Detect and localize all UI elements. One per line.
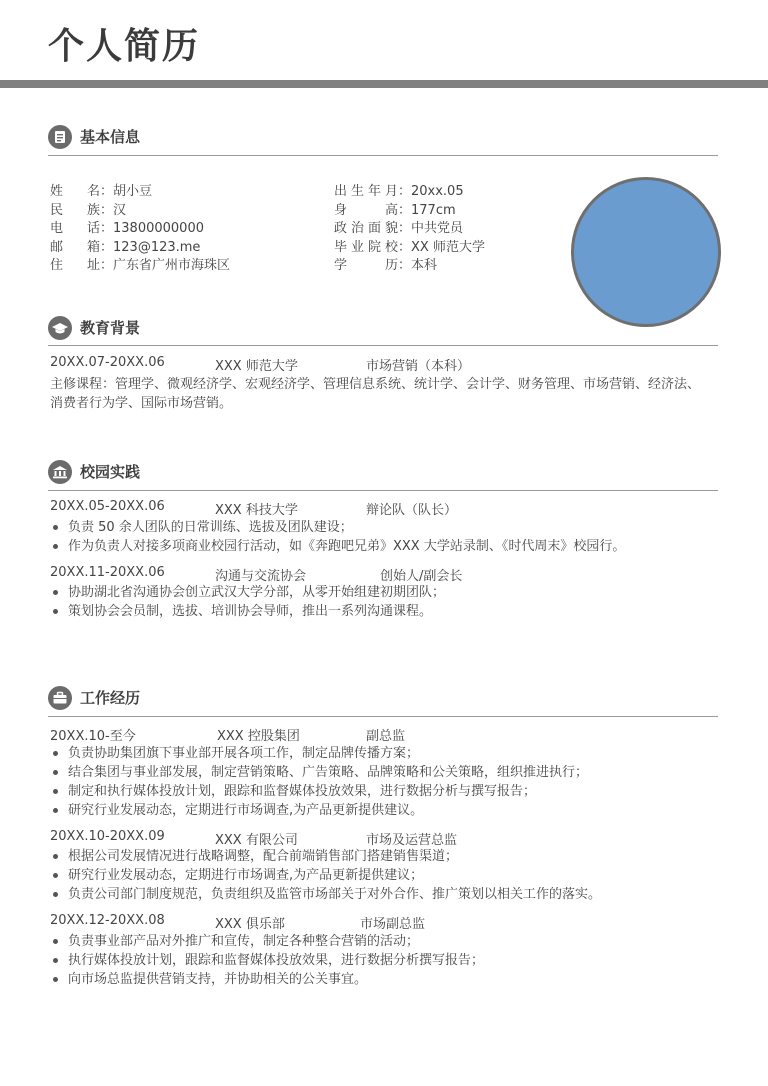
info-value: ：本科	[398, 258, 438, 273]
list-item: 研究行业发展动态，定期进行市场调查,为产品更新提供建议；	[48, 866, 738, 885]
section-title-work: 工作经历	[80, 689, 141, 707]
section-header-education	[48, 316, 718, 342]
graduation-cap-icon	[48, 316, 72, 340]
list-item: 作为负责人对接多项商业校园行活动，如《奔跑吧兄弟》XXX 大学站录制、《时代周末》校园行。	[48, 537, 738, 556]
list-item: 执行媒体投放计划，跟踪和监督媒体投放效果，进行数据分析撰写报告；	[48, 951, 738, 970]
entry-org: XXX 科技大学	[215, 503, 298, 518]
section-title-education: 教育背景	[80, 319, 141, 337]
info-key: 姓名	[50, 184, 100, 199]
education-entry	[48, 355, 738, 374]
courses-line: 主修课程：管理学、微观经济学、宏观经济学、管理信息系统、统计学、会计学、财务管理、市场营销、经济法、	[50, 376, 701, 392]
info-row-height	[334, 202, 485, 221]
list-item: 根据公司发展情况进行战略调整，配合前端销售部门搭建销售渠道；	[48, 847, 738, 866]
info-row-email	[50, 239, 230, 258]
info-key: 出生年月	[334, 184, 398, 199]
info-row-birth	[334, 183, 485, 202]
basic-info-left	[50, 183, 230, 276]
header-bar	[0, 80, 768, 88]
entry-role: 副总监	[366, 729, 406, 744]
info-value: ：中共党员	[398, 221, 464, 236]
work-block	[48, 725, 738, 989]
list-item: 研究行业发展动态，定期进行市场调查,为产品更新提供建议。	[48, 801, 738, 820]
education-block	[48, 355, 738, 413]
info-key: 住址	[50, 258, 100, 273]
info-key: 毕业院校	[334, 239, 398, 255]
work-entry	[48, 725, 738, 744]
divider	[48, 490, 718, 491]
list-item: 策划协会会员制，选拔、培训协会导师，推出一系列沟通课程。	[48, 602, 738, 621]
school-building-icon	[48, 460, 72, 484]
profile-photo-placeholder	[571, 177, 721, 327]
info-value: ：汉	[100, 202, 127, 218]
entry-date: 20XX.11-20XX.06	[50, 564, 165, 580]
info-row-school	[334, 239, 485, 258]
list-item: 结合集团与事业部发展，制定营销策略、广告策略、品牌策略和公关策略，组织推进执行；	[48, 763, 738, 782]
campus-entry	[48, 565, 738, 584]
basic-info-right	[334, 183, 485, 276]
divider	[48, 155, 718, 156]
info-row-phone	[50, 220, 230, 239]
section-header-campus	[48, 460, 718, 486]
list-item: 协助湖北省沟通协会创立武汉大学分部，从零开始组建初期团队；	[48, 583, 738, 602]
entry-date: 20XX.07-20XX.06	[50, 355, 165, 370]
campus-block	[48, 499, 738, 621]
list-item: 负责 50 余人团队的日常训练、选拔及团队建设；	[48, 518, 738, 537]
section-header-work	[48, 686, 718, 712]
divider	[48, 716, 718, 717]
page-title: 个人简历	[48, 26, 201, 67]
entry-role: 市场副总监	[360, 917, 426, 932]
info-row-ethnic	[50, 202, 230, 221]
info-row-name	[50, 183, 230, 202]
info-value: ：胡小豆	[100, 184, 153, 199]
entry-date: 20XX.12-20XX.08	[50, 913, 165, 928]
entry-org: XXX 控股集团	[217, 729, 300, 744]
info-key: 学历	[334, 258, 398, 273]
entry-role: 市场及运营总监	[366, 832, 458, 848]
info-row-politics	[334, 220, 485, 239]
entry-date: 20XX.10-至今	[50, 729, 136, 744]
info-key: 电话	[50, 221, 100, 236]
divider	[48, 345, 718, 346]
courses-line: 消费者行为学、国际市场营销。	[50, 395, 233, 411]
info-value: ：XX 师范大学	[398, 239, 485, 255]
info-value: ：177cm	[398, 202, 456, 218]
list-item: 负责事业部产品对外推广和宣传，制定各种整合营销的活动；	[48, 932, 738, 951]
info-value: ：123@123.me	[100, 239, 201, 255]
info-key: 政治面貌	[334, 221, 398, 236]
entry-role: 市场营销（本科）	[366, 359, 471, 374]
bullet-list	[48, 847, 738, 904]
bullet-list	[48, 518, 738, 556]
id-card-icon	[48, 125, 72, 149]
entry-date: 20XX.10-20XX.09	[50, 828, 165, 844]
briefcase-icon	[48, 686, 72, 710]
list-item: 负责协助集团旗下事业部开展各项工作，制定品牌传播方案；	[48, 744, 738, 763]
campus-entry	[48, 499, 738, 518]
info-row-address	[50, 257, 230, 276]
info-value: ：20xx.05	[398, 184, 464, 199]
entry-role: 辩论队（队长）	[366, 503, 458, 518]
bullet-list	[48, 932, 738, 989]
info-key: 身高	[334, 202, 398, 218]
list-item: 制定和执行媒体投放计划，跟踪和监督媒体投放效果，进行数据分析与撰写报告；	[48, 782, 738, 801]
info-value: ：13800000000	[100, 221, 204, 236]
entry-org: 沟通与交流协会	[215, 568, 307, 584]
info-row-degree	[334, 257, 485, 276]
info-key: 邮箱	[50, 239, 100, 255]
list-item: 负责公司部门制度规范，负责组织及监管市场部关于对外合作、推广策划以相关工作的落实。	[48, 885, 738, 904]
work-entry	[48, 913, 738, 932]
entry-org: XXX 师范大学	[215, 359, 298, 374]
section-title-basic: 基本信息	[80, 128, 141, 146]
info-value: ：广东省广州市海珠区	[100, 258, 231, 273]
entry-org: XXX 有限公司	[215, 832, 298, 848]
bullet-list	[48, 744, 738, 820]
entry-org: XXX 俱乐部	[215, 917, 285, 932]
section-title-campus: 校园实践	[80, 463, 141, 481]
work-entry	[48, 829, 738, 848]
entry-role: 创始人/副会长	[380, 568, 463, 584]
bullet-list	[48, 583, 738, 621]
list-item: 向市场总监提供营销支持，并协助相关的公关事宜。	[48, 970, 738, 989]
section-header-basic	[48, 125, 718, 151]
entry-date: 20XX.05-20XX.06	[50, 499, 165, 514]
info-key: 民族	[50, 202, 100, 218]
